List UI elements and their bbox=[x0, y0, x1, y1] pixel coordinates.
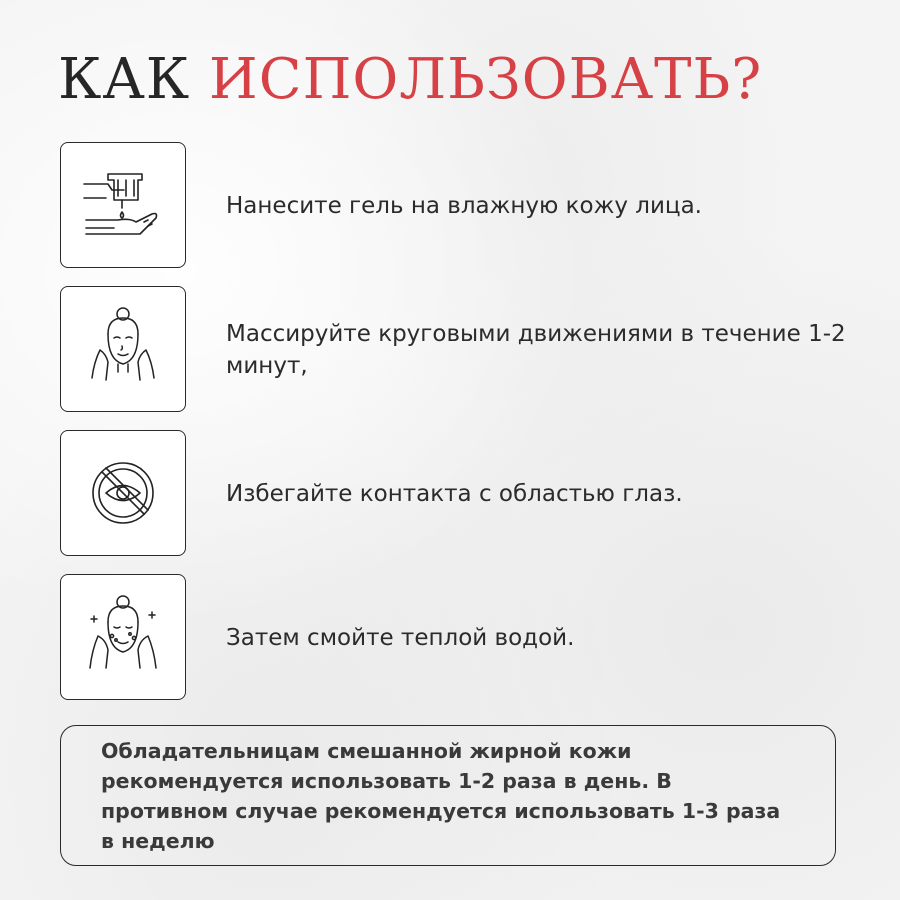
title-part-2: ИСПОЛЬЗОВАТЬ? bbox=[208, 47, 763, 112]
title-part-1: КАК bbox=[58, 47, 191, 112]
face-massage-icon bbox=[60, 286, 186, 412]
page-title bbox=[58, 40, 762, 120]
step-2-text: Массируйте круговыми движениями в течение 1-2 минут, bbox=[226, 320, 846, 379]
face-wash-icon bbox=[60, 574, 186, 700]
step-1-text: Нанесите гель на влажную кожу лица. bbox=[226, 192, 702, 219]
step-2 bbox=[60, 286, 860, 413]
step-3 bbox=[60, 430, 860, 557]
gel-dispenser-hand-icon bbox=[60, 142, 186, 268]
step-4-text: Затем смойте теплой водой. bbox=[226, 624, 575, 651]
usage-note-box bbox=[60, 725, 836, 866]
step-1 bbox=[60, 142, 860, 269]
step-3-text: Избегайте контакта с областью глаз. bbox=[226, 480, 683, 507]
usage-note-text: Обладательницам смешанной жирной кожи рекомендуется использовать 1-2 раза в день. В противном случае рекомендуется использовать 1-3 раза в неделю bbox=[101, 738, 781, 853]
no-eye-contact-icon bbox=[60, 430, 186, 556]
step-4 bbox=[60, 574, 860, 701]
